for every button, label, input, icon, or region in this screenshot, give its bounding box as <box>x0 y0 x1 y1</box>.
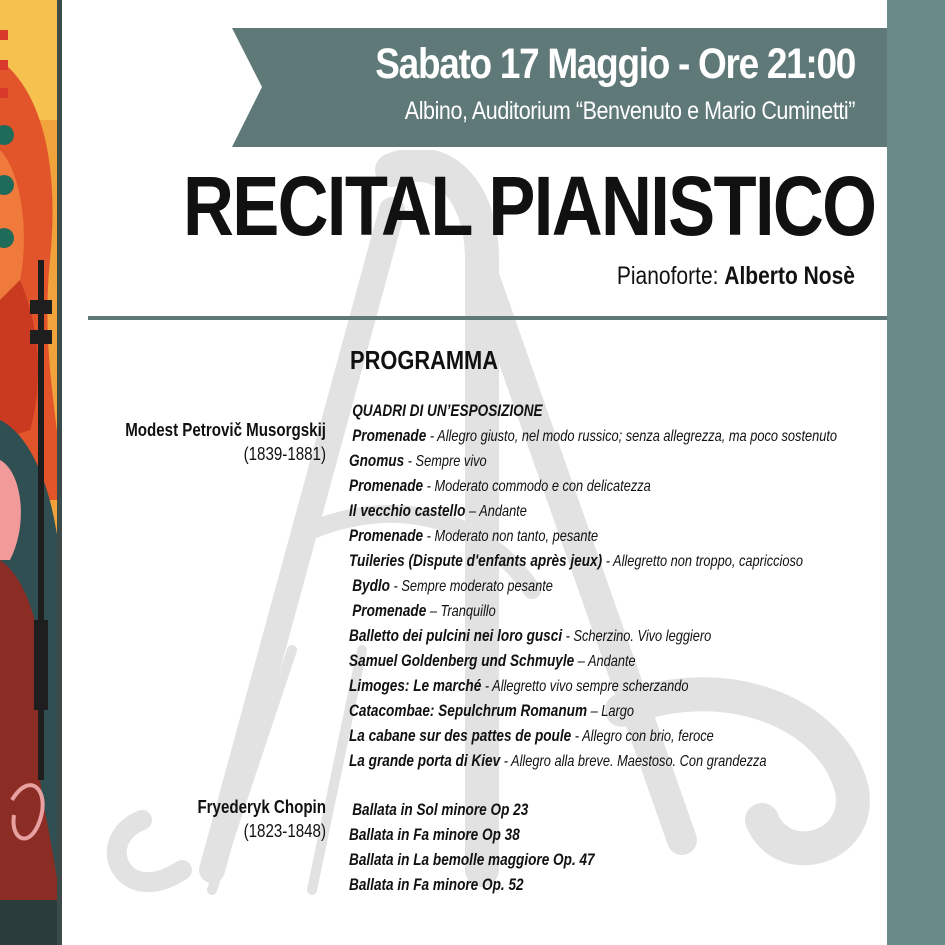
event-venue: Albino, Auditorium “Benvenuto e Mario Cuminetti” <box>404 97 855 125</box>
composer-name: Modest Petrovič Musorgskij <box>125 420 327 440</box>
program-list-chopin <box>349 797 656 897</box>
program-item <box>349 723 837 748</box>
program-item <box>349 698 837 723</box>
piece-title: Ballata in Fa minore Op 38 <box>349 825 520 844</box>
piece-title: Promenade <box>349 476 424 495</box>
section-divider <box>88 316 887 320</box>
piece-title: Samuel Goldenberg und Schmuyle <box>349 651 575 670</box>
piece-title: La grande porta di Kiev <box>349 751 501 770</box>
program-item <box>349 423 837 448</box>
piece-tempo: – Andante <box>574 653 636 670</box>
piece-tempo: - Sempre vivo <box>404 453 487 470</box>
program-item <box>349 623 837 648</box>
program-item <box>349 748 837 773</box>
piece-title: Ballata in La bemolle maggiore Op. 47 <box>349 850 595 869</box>
piece-tempo: – Andante <box>465 503 527 520</box>
program-item <box>349 398 837 423</box>
program-list-musorgskij <box>349 398 945 773</box>
performer-label: Pianoforte: <box>616 262 719 290</box>
programma-heading: PROGRAMMA <box>350 345 499 375</box>
piece-tempo: – Tranquillo <box>426 603 496 620</box>
composer-dates: (1823-1848) <box>243 821 326 841</box>
program-item <box>349 673 837 698</box>
program-item <box>349 523 837 548</box>
piece-title: Ballata in Fa minore Op. 52 <box>349 875 524 894</box>
program-item <box>349 598 837 623</box>
piece-title: Bydlo <box>352 576 390 595</box>
piece-title: Tuileries (Dispute d'enfants après jeux) <box>349 551 603 570</box>
event-date-time: Sabato 17 Maggio - Ore 21:00 <box>375 40 855 88</box>
program-item <box>349 822 595 847</box>
piece-tempo: - Moderato commodo e con delicatezza <box>423 478 651 495</box>
program-item <box>349 872 595 897</box>
piece-title: Il vecchio castello <box>349 501 466 520</box>
piece-title: Promenade <box>349 526 424 545</box>
piece-tempo: - Allegretto non troppo, capriccioso <box>602 553 804 570</box>
program-item <box>349 448 837 473</box>
piece-title: Ballata in Sol minore Op 23 <box>352 800 529 819</box>
program-item <box>349 498 837 523</box>
page-title: RECITAL PIANISTICO <box>183 159 876 253</box>
program-item <box>349 548 837 573</box>
piece-title: Promenade <box>352 426 427 445</box>
program-item <box>349 847 595 872</box>
performer-name: Alberto Nosè <box>724 262 855 290</box>
program-item <box>349 797 595 822</box>
piece-title: La cabane sur des pattes de poule <box>349 726 572 745</box>
piece-tempo: - Allegro giusto, nel modo russico; senza allegrezza, ma poco sostenuto <box>426 428 838 445</box>
piece-title: Balletto dei pulcini nei loro gusci <box>349 626 563 645</box>
piece-tempo: - Sempre moderato pesante <box>389 578 553 595</box>
piece-title: Limoges: Le marché <box>349 676 482 695</box>
piece-tempo: - Allegro alla breve. Maestoso. Con grandezza <box>500 753 767 770</box>
composer-dates: (1839-1881) <box>243 444 326 464</box>
program-item <box>349 473 837 498</box>
piece-tempo: – Largo <box>587 703 635 720</box>
piece-title: Gnomus <box>349 451 405 470</box>
piece-title: Catacombae: Sepulchrum Romanum <box>349 701 588 720</box>
composer-name: Fryederyk Chopin <box>197 797 326 817</box>
piece-tempo: - Scherzino. Vivo leggiero <box>562 628 712 645</box>
piece-title: QUADRI DI UN’ESPOSIZIONE <box>352 401 543 420</box>
composer-info-musorgskij <box>66 420 326 465</box>
program-item <box>349 648 837 673</box>
composer-info-chopin <box>66 797 326 842</box>
performer-line <box>435 262 855 291</box>
program-item <box>349 573 837 598</box>
piece-tempo: - Moderato non tanto, pesante <box>423 528 599 545</box>
piece-title: Promenade <box>352 601 427 620</box>
piece-tempo: - Allegretto vivo sempre scherzando <box>481 678 689 695</box>
piece-tempo: - Allegro con brio, feroce <box>571 728 714 745</box>
